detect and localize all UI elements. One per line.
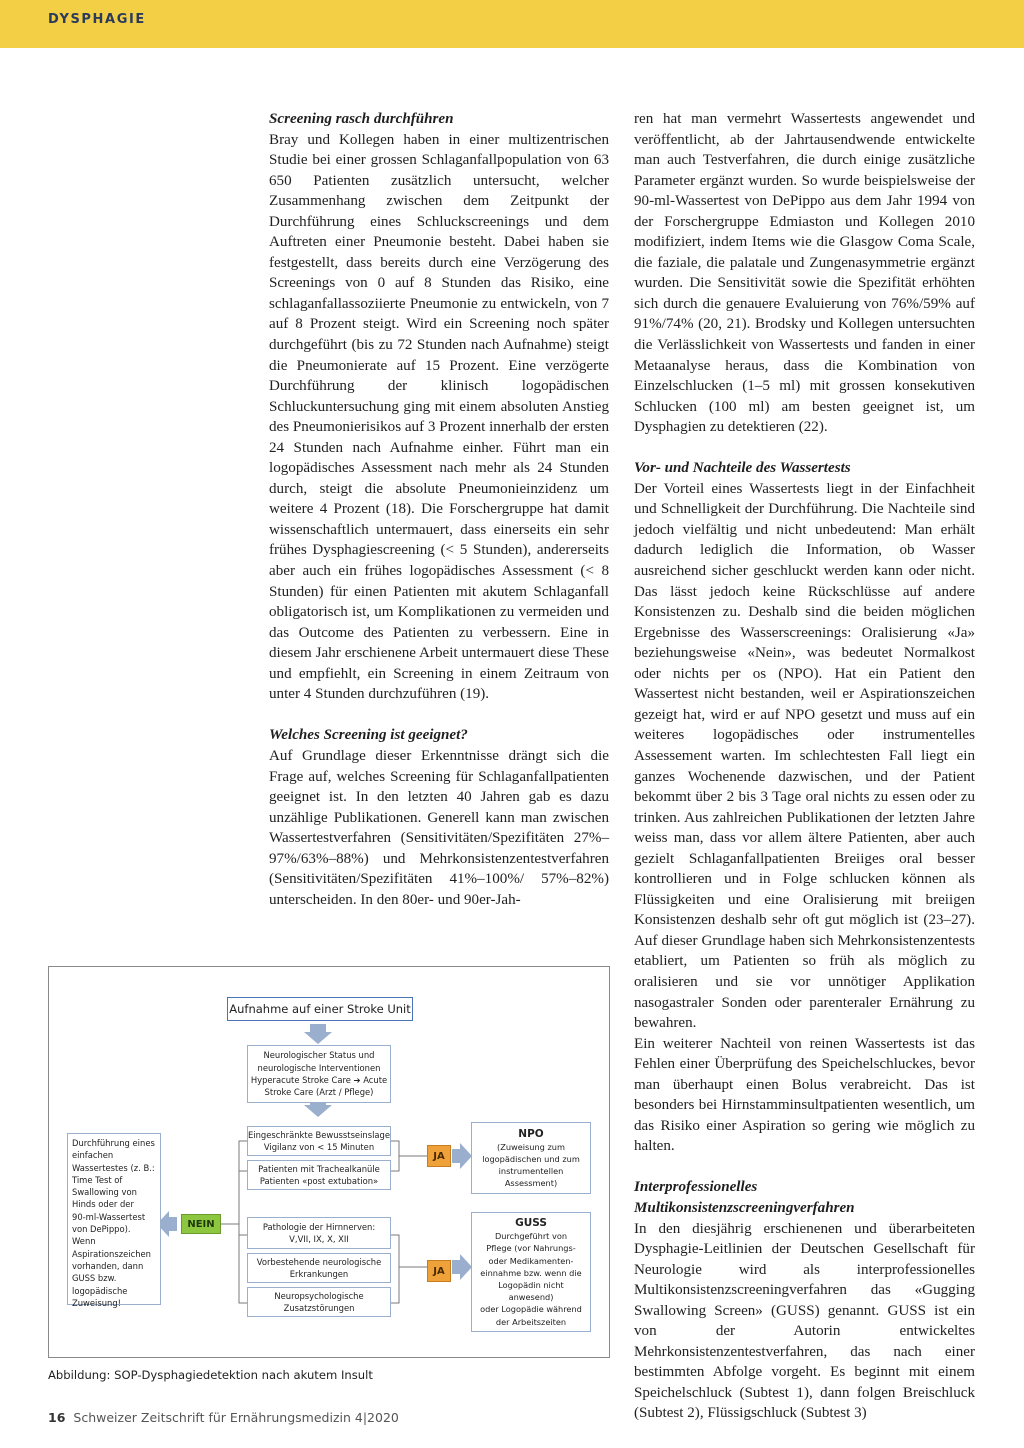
flow-title: Aufnahme auf einer Stroke Unit xyxy=(227,997,413,1021)
journal-name: Schweizer Zeitschrift für Ernährungsmedizin 4|2020 xyxy=(73,1410,399,1425)
outcome-guss xyxy=(471,1212,591,1332)
criterion-consciousness: Eingeschränkte Bewusstseinslage Vigilanz von < 15 Minuten xyxy=(247,1126,391,1156)
body-paragraph: Bray und Kollegen haben in einer multizentrischen Studie bei einer grossen Schlaganfallpopulation von 63 650 Patienten zusätzlich untersucht, welcher Zusammenhang zwischen dem Zeitpunkt der Durchführung eines Schluckscreenings und dem Auftreten einer Pneumonie besteht. Dabei haben sie festgestellt, dass bereits durch eine Verzögerung des Screenings von 0 auf 8 Stunden das Risiko, eine schlaganfallassoziierte Pneumonie zu entwickeln, von 7 auf 8 Prozent steigt. Wird ein Screening noch später durchgeführt (bis zu 72 Stunden nach Aufnahme) steigt die Pneumonierate auf 15 Prozent. Eine verzögerte Durchführung der klinisch logopädischen Schluckuntersuchung ging mit einem absoluten Anstieg des Pneumonierisikos auf 3 Prozent innerhalb der ersten 24 Stunden nach Aufnahme einher. Führt man ein logopädisches Assessment nach mehr als 24 Stunden durch, steigt die absolute Pneumonieinzidenz um weitere 4 Prozent (18). Die Forschergruppe hat damit wissenschaftlich untermauert, dass einerseits ein sehr frühes Dysphagiescreening (< 5 Stunden), andererseits aber auch ein frühes logopädisches Assessment (< 8 Stunden) für einen Patienten mit akutem Schlaganfall obligatorisch ist, um Komplikationen zu vermeiden und das Outcome des Patienten zu verbessern. Eine in diesem Jahr erschienene Arbeit untermauert diese These und empfiehlt, ein Screening in einem Zeitraum von unter 4 Stunden durchzuführen (19). xyxy=(269,131,609,703)
nein-tag: NEIN xyxy=(181,1214,221,1234)
body-paragraph: Der Vorteil eines Wassertests liegt in der Einfachheit und Schnelligkeit der Durchführung. Die Nachteile sind jedoch vielfältig und nicht unbedeutend: Man erhält dadurch lediglich die Information, ob Wasser ausreichend sicher geschluckt werden kann oder nicht. Das lässt jedoch keine Rückschlüsse auf andere Konsistenzen zu. Deshalb sind die beiden möglichen Ergebnisse des Wasserscreenings: Oralisierung «Ja» beziehungsweise «Nein», was bedeutet Normalkost oder nichts per os (NPO). Hat ein Patient den Wassertest nicht bestanden, weil er Aspirationszeichen gezeigt hat, wird er auf NPO gesetzt und muss auf ein weiteres logopädisches oder instrumentelles Assessement warten. Im schlechtesten Fall liegt ein ganzes Wochenende dazwischen, und der Patient bekommt über 2 bis 3 Tage oral nichts zu essen oder zu trinken. Aus zahlreichen Publikationen der letzten Jahre weiss man, dass vor allem ältere Patienten, aber auch gezielt Schlaganfallpatienten Breiiges oral besser kontrollieren und in Folge schlucken können als Flüssigkeiten und eine Oralisierung mit breiigen Konsistenzen deshalb sehr oft gut möglich ist (23–27). Auf dieser Grundlage haben sich Mehrkonsistenzentests etabliert, um Patienten so früh als möglich zu oralisieren und sie vor unnötiger Applikation nasogastraler Sonden oder parenteraler Ernährung zu bewahren. xyxy=(634,480,975,1032)
section-heading: Welches Screening ist geeignet? xyxy=(269,727,468,744)
guss-title: GUSS xyxy=(515,1217,547,1230)
section-heading: Interprofessionelles Multikonsistenzscreeningverfahren xyxy=(634,1179,855,1216)
page-number: 16 xyxy=(48,1410,66,1425)
criterion-neuropsychology: Neuropsychologische Zusatzstörungen xyxy=(247,1287,391,1317)
criterion-tracheal-cannula: Patienten mit Trachealkanüle Patienten «post extubation» xyxy=(247,1160,391,1190)
section-heading: Vor- und Nachteile des Wassertests xyxy=(634,460,851,477)
arrow-down-1 xyxy=(304,1024,332,1044)
header-bar xyxy=(0,0,1024,48)
criterion-neurological-disease: Vorbestehende neurologische Erkrankungen xyxy=(247,1253,391,1283)
left-column xyxy=(269,109,609,910)
section-heading: Screening rasch durchführen xyxy=(269,111,454,127)
right-column xyxy=(634,109,975,1424)
figure-flowchart xyxy=(48,966,610,1358)
arrow-right-npo xyxy=(452,1143,472,1169)
body-paragraph: ren hat man vermehrt Wassertests angewendet und veröffentlicht, ab der Jahrtausendwende entwickelte man auch Testverfahren, die durch einige zusätzliche Parameter ergänzt wurden. So wurde beispielsweise der 90-ml-Wassertest von DePippo aus dem Jahr 1994 von der Forschergruppe Edmiaston und Kollegen 2010 modifiziert, indem Items wie die Glasgow Coma Scale, die faziale, die palatale und Zungenasymmetrie ergänzt wurden. Die Sensitivität sowie die Spezifität erhöhten sich durch die genauere Evaluierung von 76%/59% auf 91%/74% (20, 21). Brodsky und Kollegen untersuchten die Verlässlichkeit von Wassertests und fanden in einer Metaanalyse heraus, dass die Kombination von Einzelschlucken (1–5 ml) mit grossen konsekutiven Schlucken (100 ml) am besten geeignet ist, um Dysphagien zu detektieren (22). xyxy=(634,111,975,436)
flow-status-box: Neurologischer Status und neurologische Interventionen Hyperacute Stroke Care ➔ Acute Stroke Care (Arzt / Pflege) xyxy=(247,1045,391,1103)
water-test-note: Durchführung eines einfachen Wassertestes (z. B.: Time Test of Swallowing von Hinds oder der 90-ml-Wassertest von DePippo). Wenn Aspirationszeichen vorhanden, dann GUSS bzw. logopädische Zuweisung! xyxy=(67,1133,161,1305)
ja-tag-bottom: JA xyxy=(427,1260,451,1282)
guss-text: Durchgeführt von Pflege (vor Nahrungs- oder Medikamenten- einnahme bzw. wenn die Logopädin nicht anwesend) oder Logopädie während der Arbeitszeiten xyxy=(480,1231,582,1327)
body-paragraph: Auf Grundlage dieser Erkenntnisse drängt sich die Frage auf, welches Screening für Schlaganfallpatienten geeignet ist. In den letzten 40 Jahren gab es dazu unzählige Publikationen. Generell kann man zwischen Wassertestverfahren (Sensitivitäten/Spezifitäten 27%–97%/63%–88%) und Mehrkonsistenzentestverfahren (Sensitivitäten/Spezifitäten 41%–100%/ 57%–82%) unterscheiden. In den 80er- und 90er-Jah- xyxy=(269,747,609,908)
outcome-npo xyxy=(471,1122,591,1194)
criterion-cranial-nerves: Pathologie der Hirnnerven: V,VII, IX, X, XII xyxy=(247,1217,391,1249)
npo-title: NPO xyxy=(518,1127,544,1140)
arrow-right-guss xyxy=(452,1254,472,1280)
body-paragraph: In den diesjährig erschienenen und überarbeiteten Dysphagie-Leitlinien der Deutschen Gesellschaft für Neurologie wird als interprofessionelles Multikonsistenzscreeningverfahren das «Gugging Swallowing Screen» (GUSS) genannt. GUSS ist ein von der Autorin entwickeltes Mehrkonsistenzentestverfahren, das nach einer bestimmten Abfolge vorgeht. Es beginnt mit einem Speichelschluck (Subtest 1), dann folgen Breischluck (Subtest 2), Flüssigschluck (Subtest 3) xyxy=(634,1220,975,1422)
body-paragraph: Ein weiterer Nachteil von reinen Wassertests ist das Fehlen einer Überprüfung des Speichelschluckes, bevor man überhaupt einen Bolus verabreicht. Das ist besonders bei Hirnstamminsultpatienten wesentlich, um das Risiko einer Aspiration so gering wie möglich zu halten. xyxy=(634,1035,975,1155)
section-label: DYSPHAGIE xyxy=(48,12,146,27)
page-footer xyxy=(48,1410,399,1425)
ja-tag-top: JA xyxy=(427,1145,451,1167)
figure-caption: Abbildung: SOP-Dysphagiedetektion nach akutem Insult xyxy=(48,1368,373,1382)
npo-text: (Zuweisung zum logopädischen und zum instrumentellen Assessment) xyxy=(482,1141,580,1189)
